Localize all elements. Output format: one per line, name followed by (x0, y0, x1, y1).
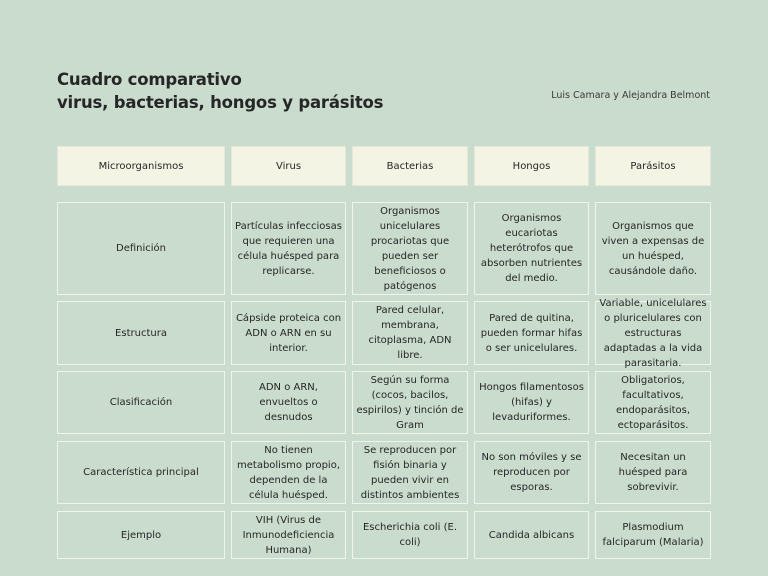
cell-estructura-parasitos: Variable, unicelulares o pluricelulares con estructuras adaptadas a la vida parasitaria. (595, 301, 711, 365)
cell-definicion-virus: Partículas infecciosas que requieren una célula huésped para replicarse. (231, 202, 346, 295)
header-hongos: Hongos (474, 146, 589, 186)
cell-ejemplo-bacterias: Escherichia coli (E. coli) (352, 511, 468, 559)
row-label-clasificacion: Clasificación (57, 371, 225, 434)
cell-caracteristica-hongos: No son móviles y se reproducen por esporas. (474, 441, 589, 504)
cell-definicion-hongos: Organismos eucariotas heterótrofos que absorben nutrientes del medio. (474, 202, 589, 295)
cell-caracteristica-bacterias: Se reproducen por fisión binaria y pueden vivir en distintos ambientes (352, 441, 468, 504)
cell-caracteristica-virus: No tienen metabolismo propio, dependen de la célula huésped. (231, 441, 346, 504)
cell-definicion-bacterias: Organismos unicelulares procariotas que pueden ser beneficiosos o patógenos (352, 202, 468, 295)
cell-definicion-parasitos: Organismos que viven a expensas de un huésped, causándole daño. (595, 202, 711, 295)
cell-clasificacion-hongos: Hongos filamentosos (hifas) y levaduriformes. (474, 371, 589, 434)
cell-estructura-hongos: Pared de quitina, pueden formar hifas o ser unicelulares. (474, 301, 589, 365)
cell-clasificacion-bacterias: Según su forma (cocos, bacilos, espirilos) y tinción de Gram (352, 371, 468, 434)
title-line-2: virus, bacterias, hongos y parásitos (57, 93, 384, 112)
cell-estructura-bacterias: Pared celular, membrana, citoplasma, ADN libre. (352, 301, 468, 365)
page-title (57, 68, 383, 114)
cell-clasificacion-virus: ADN o ARN, envueltos o desnudos (231, 371, 346, 434)
cell-ejemplo-virus: VIH (Virus de Inmunodeficiencia Humana) (231, 511, 346, 559)
title-line-1: Cuadro comparativo (57, 70, 242, 89)
cell-ejemplo-parasitos: Plasmodium falciparum (Malaria) (595, 511, 711, 559)
cell-clasificacion-parasitos: Obligatorios, facultativos, endoparásitos, ectoparásitos. (595, 371, 711, 434)
header-virus: Virus (231, 146, 346, 186)
row-label-definicion: Definición (57, 202, 225, 295)
row-label-ejemplo: Ejemplo (57, 511, 225, 559)
row-label-estructura: Estructura (57, 301, 225, 365)
header-bacterias: Bacterias (352, 146, 468, 186)
row-label-caracteristica: Característica principal (57, 441, 225, 504)
cell-ejemplo-hongos: Candida albicans (474, 511, 589, 559)
header-microorganismos: Microorganismos (57, 146, 225, 186)
authors: Luis Camara y Alejandra Belmont (551, 90, 710, 101)
cell-estructura-virus: Cápside proteica con ADN o ARN en su interior. (231, 301, 346, 365)
header-parasitos: Parásitos (595, 146, 711, 186)
cell-caracteristica-parasitos: Necesitan un huésped para sobrevivir. (595, 441, 711, 504)
